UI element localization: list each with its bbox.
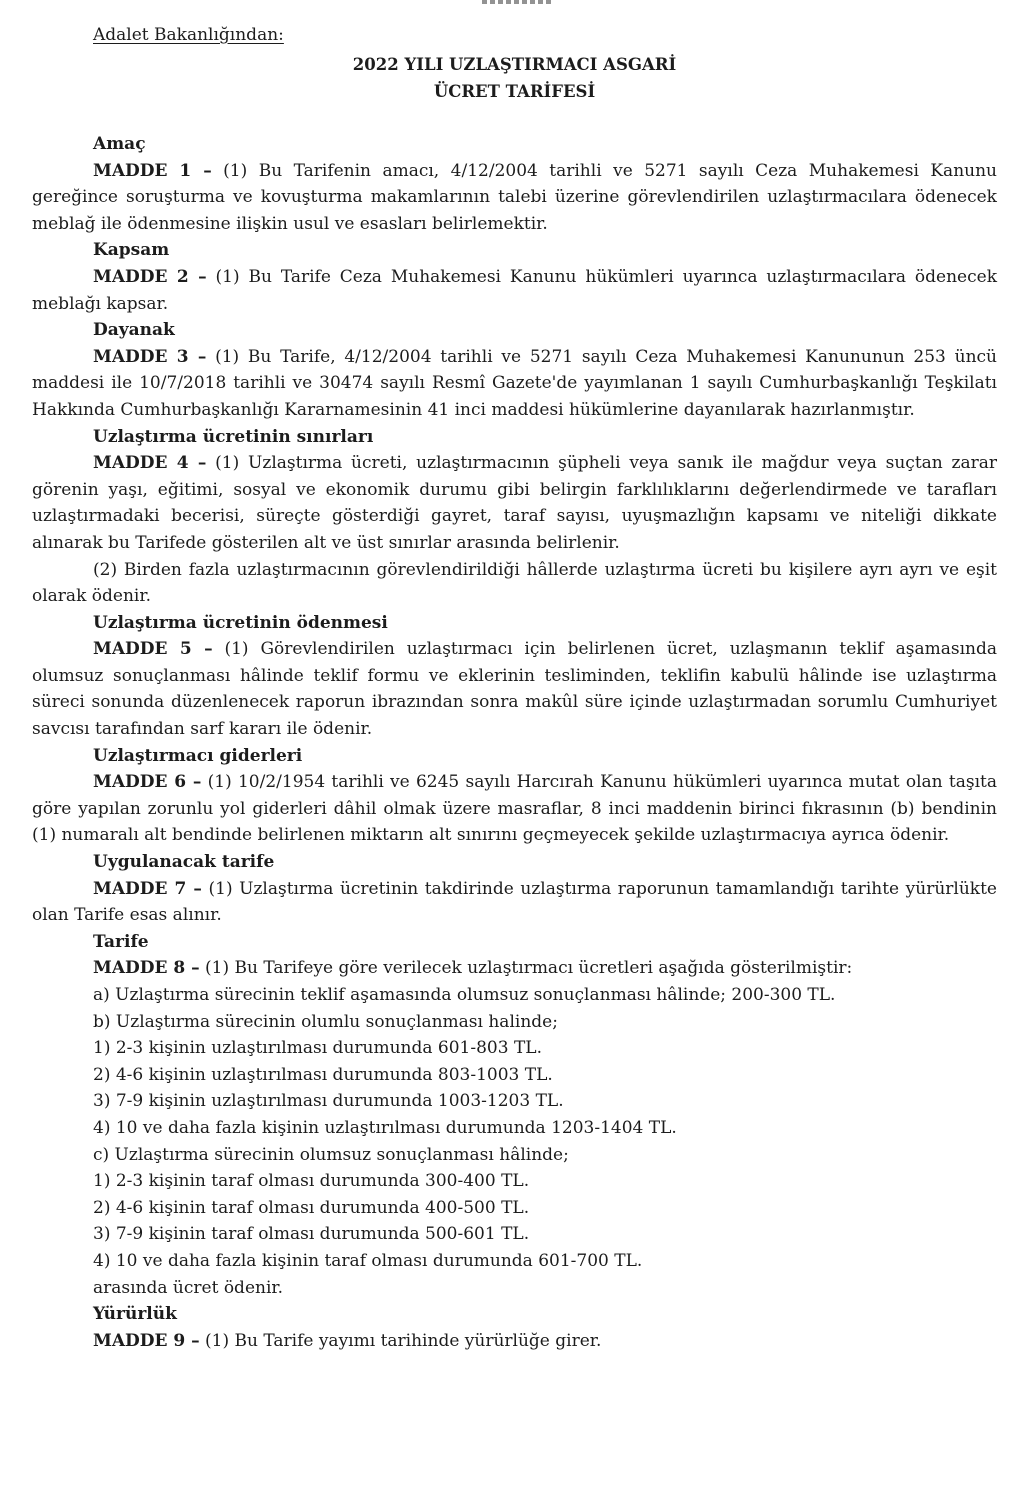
tarife-item: 1) 2-3 kişinin uzlaştırılması durumunda 601-803 TL. bbox=[93, 1038, 542, 1059]
madde-7-label: MADDE 7 – bbox=[93, 878, 202, 899]
madde-3-label: MADDE 3 – bbox=[93, 346, 207, 367]
madde-1-text: (1) Bu Tarifenin amacı, 4/12/2004 tarihli ve 5271 sayılı Ceza Muhakemesi Kanunu gereğince soruşturma ve kovuşturma makamlarının talebi üzerine görevlendirilen uzlaştırmacılara ödenecek meblağ ile ödenmesine ilişkin usul ve esasları belirlemektir. bbox=[32, 160, 997, 234]
madde-1-label: MADDE 1 – bbox=[93, 160, 212, 181]
madde-4-paragraph bbox=[32, 450, 997, 556]
madde-5-text: (1) Görevlendirilen uzlaştırmacı için belirlenen ücret, uzlaşmanın teklif aşamasında olumsuz sonuçlanması hâlinde teklif formu ve eklerinin tesliminden, teklifin kabulü hâlinde ise uzlaştırma süreci sonunda düzenlenecek raporun ibrazından sonra makûl süre içinde uzlaştırmadan sorumlu Cumhuriyet savcısı tarafından sarf kararı ile ödenir. bbox=[32, 639, 997, 740]
tarife-item: c) Uzlaştırma sürecinin olumsuz sonuçlanması hâlinde; bbox=[93, 1144, 569, 1165]
document-title-line-2: ÜCRET TARİFESİ bbox=[433, 82, 596, 101]
madde-3-paragraph bbox=[32, 344, 997, 424]
madde-4-label: MADDE 4 – bbox=[93, 453, 207, 474]
madde-6-paragraph bbox=[32, 769, 997, 849]
tarife-item: 3) 7-9 kişinin uzlaştırılması durumunda 1003-1203 TL. bbox=[93, 1091, 564, 1112]
issuer-line: Adalet Bakanlığından: bbox=[93, 25, 284, 45]
madde-1-paragraph bbox=[32, 158, 997, 238]
section-heading-giderler: Uzlaştırmacı giderleri bbox=[93, 745, 303, 766]
tarife-item: 4) 10 ve daha fazla kişinin taraf olması durumunda 601-700 TL. bbox=[93, 1250, 643, 1271]
tarife-item: 3) 7-9 kişinin taraf olması durumunda 500-601 TL. bbox=[93, 1224, 530, 1245]
tarife-item: 4) 10 ve daha fazla kişinin uzlaştırılması durumunda 1203-1404 TL. bbox=[93, 1117, 677, 1138]
madde-5-paragraph bbox=[32, 636, 997, 742]
madde-5-label: MADDE 5 – bbox=[93, 639, 213, 660]
tarife-item: b) Uzlaştırma sürecinin olumlu sonuçlanması halinde; bbox=[93, 1011, 558, 1032]
document-page bbox=[32, 22, 997, 1354]
madde-8-text: (1) Bu Tarifeye göre verilecek uzlaştırmacı ücretleri aşağıda gösterilmiştir: bbox=[199, 958, 853, 979]
section-heading-dayanak: Dayanak bbox=[93, 320, 175, 341]
madde-9-text: (1) Bu Tarife yayımı tarihinde yürürlüğe girer. bbox=[199, 1330, 602, 1351]
tarife-item: arasında ücret ödenir. bbox=[93, 1277, 284, 1298]
madde-3-text: (1) Bu Tarife, 4/12/2004 tarihli ve 5271 sayılı Ceza Muhakemesi Kanununun 253 üncü maddesi ile 10/7/2018 tarihli ve 30474 sayılı Resmî Gazete'de yayımlanan 1 sayılı Cumhurbaşkanlığı Teşkilatı Hakkında Cumhurbaşkanlığı Kararnamesinin 41 inci maddesi hükümlerine dayanılarak hazırlanmıştır. bbox=[32, 346, 997, 420]
madde-7-text: (1) Uzlaştırma ücretinin takdirinde uzlaştırma raporunun tamamlandığı tarihte yürürlükte olan Tarife esas alınır. bbox=[32, 878, 997, 926]
madde-7-paragraph bbox=[32, 876, 997, 929]
section-heading-yururluk: Yürürlük bbox=[93, 1304, 177, 1325]
tarife-item: 1) 2-3 kişinin taraf olması durumunda 300-400 TL. bbox=[93, 1171, 530, 1192]
madde-9-label: MADDE 9 – bbox=[93, 1330, 200, 1351]
section-heading-odenmesi: Uzlaştırma ücretinin ödenmesi bbox=[93, 612, 388, 633]
cropped-header-fragment bbox=[482, 0, 552, 4]
madde-2-label: MADDE 2 – bbox=[93, 266, 207, 287]
madde-6-label: MADDE 6 – bbox=[93, 772, 202, 793]
madde-6-text: (1) 10/2/1954 tarihli ve 6245 sayılı Harcırah Kanunu hükümleri uyarınca mutat olan taşıta göre yapılan zorunlu yol giderleri dâhil olmak üzere masraflar, 8 inci maddenin birinci fıkrasının (b) bendinin (1) numaralı alt bendinde belirlenen miktarın alt sınırını geçmeyecek şekilde uzlaştırmacıya ayrıca ödenir. bbox=[32, 772, 997, 846]
tarife-item: a) Uzlaştırma sürecinin teklif aşamasında olumsuz sonuçlanması hâlinde; 200-300 TL. bbox=[93, 985, 836, 1005]
document-title-line-1: 2022 YILI UZLAŞTIRMACI ASGARİ bbox=[352, 55, 677, 74]
section-heading-uygulanacak: Uygulanacak tarife bbox=[93, 852, 275, 873]
madde-2-paragraph bbox=[32, 264, 997, 317]
madde-9-paragraph bbox=[32, 1328, 997, 1355]
tarife-item: 2) 4-6 kişinin uzlaştırılması durumunda 803-1003 TL. bbox=[93, 1064, 553, 1085]
madde-8-paragraph bbox=[32, 955, 997, 982]
section-heading-tarife: Tarife bbox=[93, 931, 149, 952]
madde-4-text: (1) Uzlaştırma ücreti, uzlaştırmacının şüpheli veya sanık ile mağdur veya suçtan zarar görenin yaşı, eğitimi, sosyal ve ekonomik durumu gibi belirgin farklılıklarını değerlendirmede ve tarafları uzlaştırmadaki becerisi, süreçte gösterdiği gayret, taraf sayısı, uyuşmazlığın kapsamı ve niteliği dikkate alınarak bu Tarifede gösterilen alt ve üst sınırlar arasında belirlenir. bbox=[32, 453, 997, 553]
section-heading-kapsam: Kapsam bbox=[93, 240, 170, 261]
madde-8-label: MADDE 8 – bbox=[93, 958, 200, 979]
tarife-item: 2) 4-6 kişinin taraf olması durumunda 400-500 TL. bbox=[93, 1197, 530, 1218]
section-heading-sinirlar: Uzlaştırma ücretinin sınırları bbox=[93, 426, 374, 447]
madde-4-paragraph-2: (2) Birden fazla uzlaştırmacının görevlendirildiği hâllerde uzlaştırma ücreti bu kişilere ayrı ayrı ve eşit olarak ödenir. bbox=[32, 559, 997, 607]
section-heading-amac: Amaç bbox=[93, 134, 146, 154]
madde-2-text: (1) Bu Tarife Ceza Muhakemesi Kanunu hükümleri uyarınca uzlaştırmacılara ödenecek meblağı kapsar. bbox=[32, 266, 997, 314]
